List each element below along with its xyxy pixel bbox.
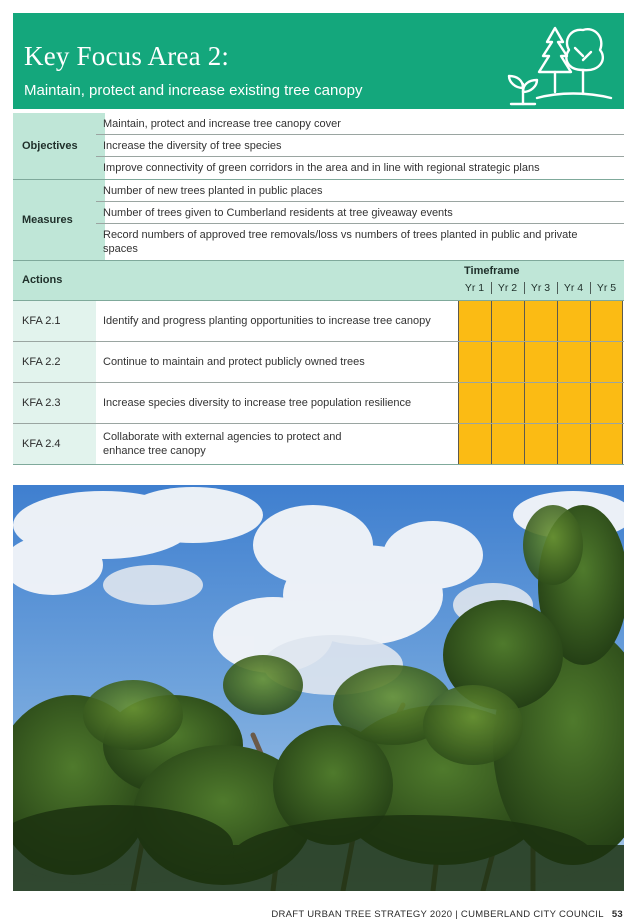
action-row-kfa-2-2 <box>13 342 624 383</box>
page-title: Key Focus Area 2: <box>24 41 230 71</box>
actions-header <box>13 261 624 301</box>
trees-and-seedling-icon <box>503 18 615 106</box>
year-label: Yr 2 <box>497 282 518 294</box>
timeframe-cell-yr-2 <box>491 424 524 464</box>
year-label: Yr 1 <box>464 282 485 294</box>
page-number: 53 <box>611 909 623 920</box>
objectives-label: Objectives <box>13 113 105 179</box>
timeframe-cell-yr-4 <box>557 342 590 382</box>
key-focus-area-banner <box>13 13 624 109</box>
timeframe-cell-yr-3 <box>524 383 557 423</box>
action-id: KFA 2.4 <box>13 424 96 464</box>
timeframe-cell-yr-3 <box>524 424 557 464</box>
objectives-section <box>13 113 624 180</box>
actions-label: Actions <box>22 274 63 286</box>
action-description: Collaborate with external agencies to protect and enhance tree canopy <box>103 431 342 457</box>
timeframe-cell-yr-3 <box>524 342 557 382</box>
measures-label: Measures <box>13 180 105 260</box>
timeframe-cell-yr-2 <box>491 301 524 341</box>
measure-item: Record numbers of approved tree removals/loss vs numbers of trees planted in public and private spaces <box>103 229 578 255</box>
tree-canopy-sky-photo <box>13 485 624 891</box>
measures-section <box>13 180 624 261</box>
action-row-kfa-2-3 <box>13 383 624 424</box>
tree-canopy-photo <box>13 485 624 891</box>
action-row-kfa-2-1 <box>13 301 624 342</box>
measure-item: Number of new trees planted in public places <box>96 180 624 202</box>
timeframe-cell-yr-2 <box>491 342 524 382</box>
timeframe-cell-yr-1 <box>458 301 491 341</box>
action-description: Increase species diversity to increase tree population resilience <box>103 397 412 409</box>
objective-item: Improve connectivity of green corridors in the area and in line with regional strategic plans <box>103 162 540 174</box>
timeframe-cell-yr-5 <box>590 424 623 464</box>
year-label: Yr 4 <box>563 282 584 294</box>
timeframe-cell-yr-3 <box>524 301 557 341</box>
timeframe-cell-yr-5 <box>590 342 623 382</box>
objective-item: Increase the diversity of tree species <box>96 135 624 157</box>
action-description: Continue to maintain and protect publicly owned trees <box>103 356 365 368</box>
timeframe-cell-yr-1 <box>458 342 491 382</box>
page-subtitle: Maintain, protect and increase existing tree canopy <box>24 82 363 99</box>
action-id: KFA 2.3 <box>13 383 96 423</box>
timeframe-cell-yr-5 <box>590 383 623 423</box>
action-id: KFA 2.2 <box>13 342 96 382</box>
timeframe-cell-yr-1 <box>458 424 491 464</box>
measure-item: Number of trees given to Cumberland residents at tree giveaway events <box>96 202 624 224</box>
footer-text: DRAFT URBAN TREE STRATEGY 2020 | CUMBERLAND CITY COUNCIL <box>271 909 604 920</box>
timeframe-cell-yr-2 <box>491 383 524 423</box>
action-id: KFA 2.1 <box>13 301 96 341</box>
page-footer <box>271 909 623 920</box>
objective-item: Maintain, protect and increase tree canopy cover <box>96 113 624 135</box>
timeframe-cell-yr-5 <box>590 301 623 341</box>
timeframe-cell-yr-1 <box>458 383 491 423</box>
timeframe-cell-yr-4 <box>557 424 590 464</box>
year-label: Yr 5 <box>596 282 617 294</box>
year-label: Yr 3 <box>530 282 551 294</box>
timeframe-cell-yr-4 <box>557 301 590 341</box>
key-focus-area-table <box>13 113 624 465</box>
action-row-kfa-2-4 <box>13 424 624 465</box>
timeframe-cell-yr-4 <box>557 383 590 423</box>
action-description: Identify and progress planting opportunities to increase tree canopy <box>103 315 431 327</box>
timeframe-label: Timeframe <box>464 265 520 277</box>
